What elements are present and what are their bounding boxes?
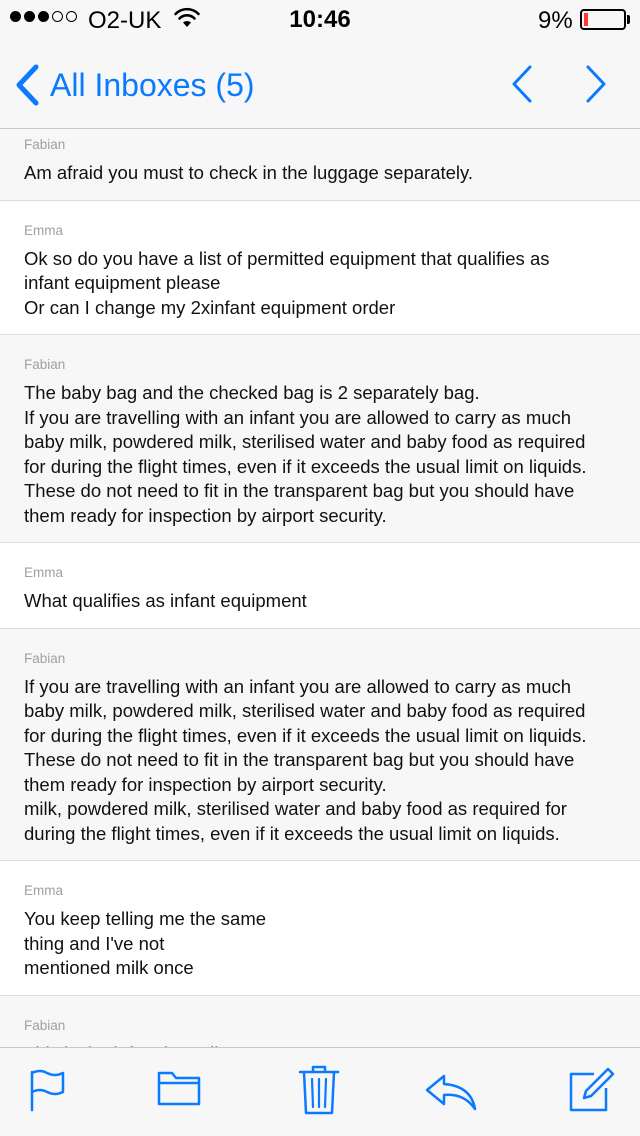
bottom-toolbar [0,1047,640,1136]
previous-message-button[interactable] [508,64,536,104]
compose-icon[interactable] [568,1066,616,1114]
clock: 10:46 [289,6,351,33]
back-button-label: All Inboxes (5) [50,66,255,103]
message-sender: Fabian [24,650,66,666]
reply-icon[interactable] [424,1072,478,1112]
message[interactable] [0,629,640,862]
status-bar [0,0,640,40]
message-body: What qualifies as infant equipment [24,590,307,611]
message-thread[interactable] [0,129,640,1047]
navigation-bar [0,40,640,129]
message-sender: Emma [24,883,64,898]
message-sender: Fabian [24,137,66,152]
message[interactable] [0,861,640,996]
message-sender: Emma [24,222,64,238]
battery-percentage: 9% [538,7,573,34]
message[interactable] [0,543,640,629]
message-sender: Fabian [24,357,66,372]
message-sender: Fabian [24,1017,66,1033]
battery-level [584,13,588,26]
battery-tip [627,15,630,24]
flag-icon[interactable] [28,1068,68,1112]
carrier-name: O2-UK [88,7,162,34]
folder-icon[interactable] [156,1068,202,1108]
message-body: Ok so do you have a list of permitted equipment that qualifies as infant equipment please Or can I change my 2xinfant equipment order [24,247,550,318]
message-body: If you are travelling with an infant you are allowed to carry as much baby milk, powdered milk, sterilised water and baby food as required for during the flight times, even if it exceeds the usual limit on liquids. These do not need to fit in the transparent bag but you should have them ready for inspection by airport security. milk, powdered milk, sterilised water and baby food as required for during the flight times, even if it exceeds the usual limit on liquids. [24,675,587,844]
message[interactable] [0,129,640,201]
back-button[interactable] [14,64,255,106]
next-message-button[interactable] [582,64,610,104]
battery-icon [580,9,626,30]
message-body: You keep telling me the same thing and I've not mentioned milk once [24,908,267,978]
message-body: Am afraid you must to check in the luggage separately. [24,162,474,183]
message[interactable] [0,201,640,336]
chevron-left-icon [14,64,40,106]
message-sender: Emma [24,565,64,580]
message-body: The baby bag and the checked bag is 2 separately bag. If you are travelling with an infant you are allowed to carry as much baby milk, powdered milk, sterilised water and baby food as required for during the flight times, even if it exceeds the usual limit on liquids. These do not need to fit in the transparent bag but you should have them ready for inspection by airport security. [24,382,587,526]
message[interactable] [0,335,640,543]
trash-icon[interactable] [298,1064,340,1116]
